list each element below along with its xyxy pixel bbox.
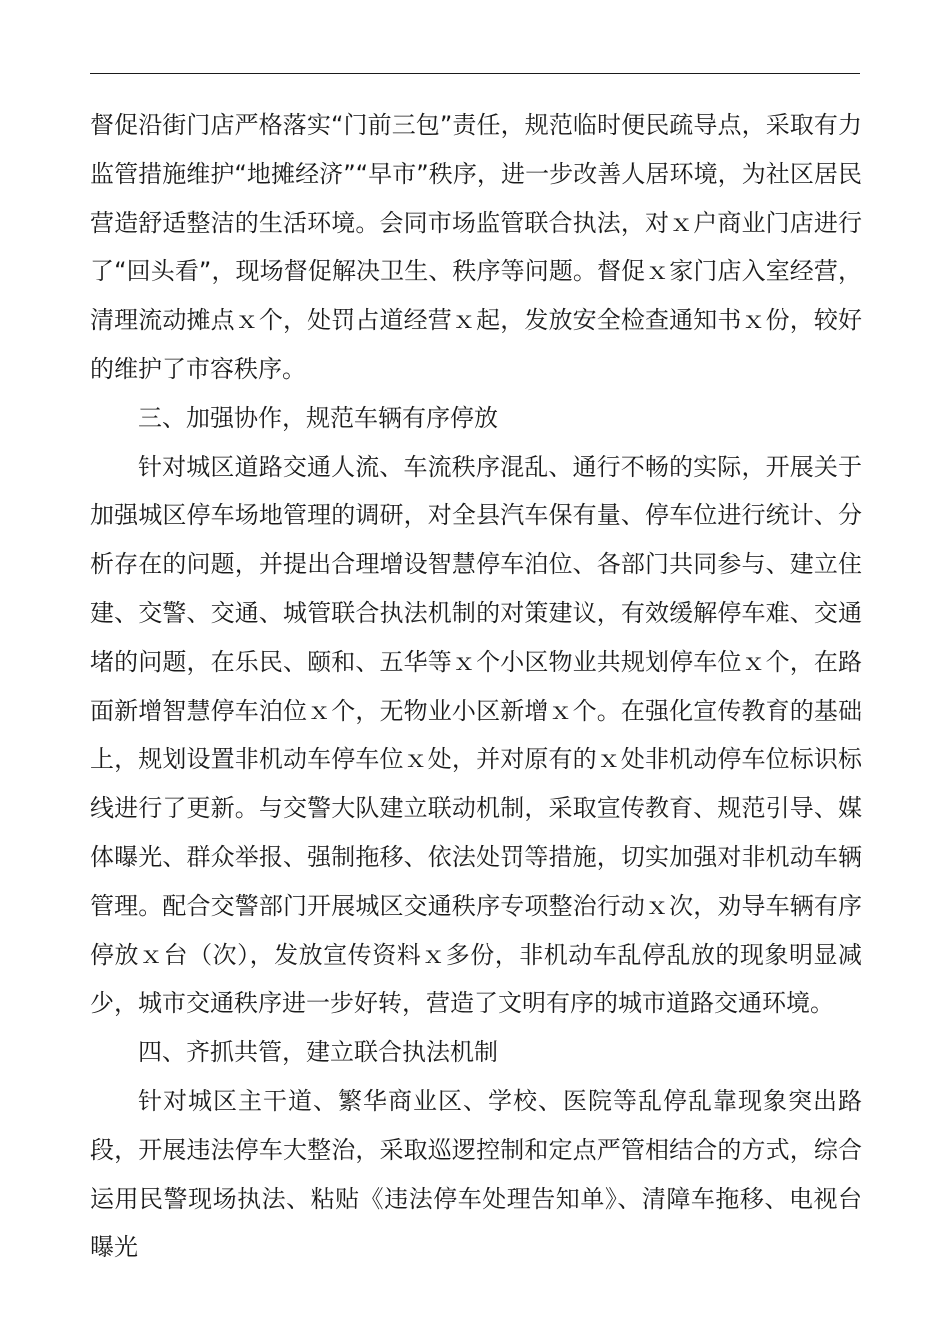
paragraph-parking-management: 针对城区道路交通人流、车流秩序混乱、通行不畅的实际，开展关于加强城区停车场地管理的调研，对全县汽车保有量、停车位进行统计、分析存在的问题，并提出合理增设智慧停车泊位、各部门共同参与、建立住建、交警、交通、城管联合执法机制的对策建议，有效缓解停车难、交通堵的问题，在乐民、颐和、五华等ｘ个小区物业共规划停车位ｘ个，在路面新增智慧停车泊位ｘ个，无物业小区新增ｘ个。在强化宣传教育的基础上，规划设置非机动车停车位ｘ处，并对原有的ｘ处非机动停车位标识标线进行了更新。与交警大队建立联动机制，采取宣传教育、规范引导、媒体曝光、群众举报、强制拖移、依法处罚等措施，切实加强对非机动车辆管理。配合交警部门开展城区交通秩序专项整治行动ｘ次，劝导车辆有序停放ｘ台（次），发放宣传资料ｘ多份，非机动车乱停乱放的现象明显减少，城市交通秩序进一步好转，营造了文明有序的城市道路交通环境。 <box>90 452 862 1018</box>
section-heading-four: 四、齐抓共管，建立联合执法机制 <box>138 1038 498 1067</box>
section-heading-three: 三、加强协作，规范车辆有序停放 <box>138 403 498 432</box>
paragraph-city-appearance: 督促沿街门店严格落实“门前三包”责任，规范临时便民疏导点，采取有力监管措施维护“地摊经济”“早市”秩序，进一步改善人居环境，为社区居民营造舒适整洁的生活环境。会同市场监管联合执法，对ｘ户商业门店进行了“回头看”，现场督促解决卫生、秩序等问题。督促ｘ家门店入室经营，清理流动摊点ｘ个，处罚占道经营ｘ起，发放安全检查通知书ｘ份，较好的维护了市容秩序。 <box>90 111 862 383</box>
header-rule <box>90 73 860 74</box>
document-body <box>90 101 862 1272</box>
paragraph-joint-enforcement: 针对城区主干道、繁华商业区、学校、医院等乱停乱靠现象突出路段，开展违法停车大整治，采取巡逻控制和定点严管相结合的方式，综合运用民警现场执法、粘贴《违法停车处理告知单》、清障车拖移、电视台曝光 <box>90 1086 862 1262</box>
